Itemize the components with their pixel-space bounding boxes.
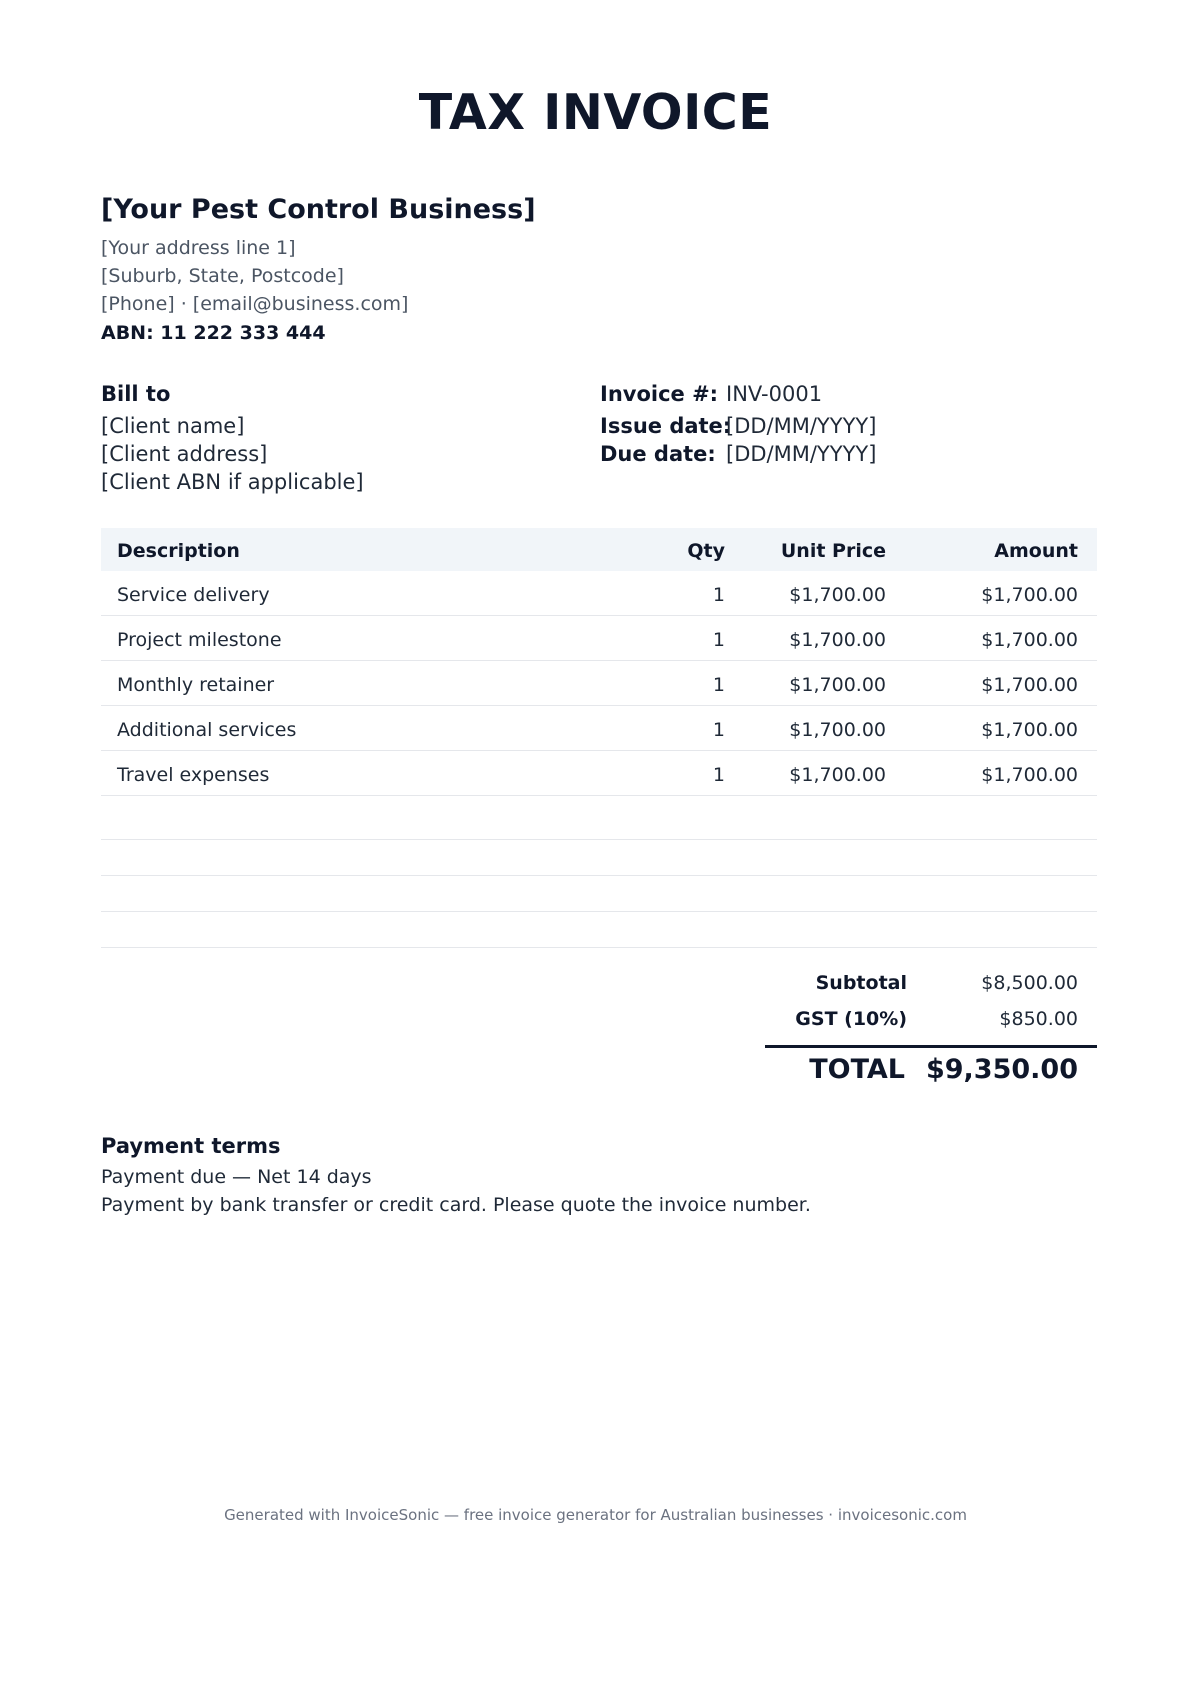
row-description: Monthly retainer <box>117 674 275 696</box>
business-abn: ABN: 11 222 333 444 <box>101 322 326 344</box>
client-abn: [Client ABN if applicable] <box>101 470 364 494</box>
payment-terms-line2: Payment by bank transfer or credit card. Please quote the invoice number. <box>101 1194 811 1216</box>
row-amount: $1,700.00 <box>981 719 1078 741</box>
total-value: $9,350.00 <box>925 1054 1078 1085</box>
business-address-line2: [Suburb, State, Postcode] <box>101 265 344 287</box>
footer-text: Generated with InvoiceSonic — free invoice generator for Australian businesses · invoicesonic.com <box>224 1506 967 1524</box>
row-qty: 1 <box>712 629 725 651</box>
row-qty: 1 <box>712 764 725 786</box>
client-address: [Client address] <box>101 442 268 466</box>
issue-date-label: Issue date: <box>600 414 732 438</box>
row-unit-price: $1,700.00 <box>789 629 886 651</box>
client-name: [Client name] <box>101 414 245 438</box>
document-title: TAX INVOICE <box>418 84 773 141</box>
table-header <box>101 528 1097 571</box>
table-row <box>101 571 1097 616</box>
issue-date-value: [DD/MM/YYYY] <box>726 414 877 438</box>
business-name: [Your Pest Control Business] <box>101 194 536 225</box>
table-row <box>101 661 1097 706</box>
row-description: Travel expenses <box>117 764 270 786</box>
business-address-line1: [Your address line 1] <box>101 237 296 259</box>
payment-terms-line1: Payment due — Net 14 days <box>101 1166 372 1188</box>
due-date-value: [DD/MM/YYYY] <box>726 442 877 466</box>
invoice-number-value: INV-0001 <box>726 382 823 406</box>
empty-row <box>101 912 1097 948</box>
row-amount: $1,700.00 <box>981 764 1078 786</box>
row-unit-price: $1,700.00 <box>789 764 886 786</box>
table-row <box>101 706 1097 751</box>
row-qty: 1 <box>712 719 725 741</box>
empty-row <box>101 840 1097 876</box>
row-qty: 1 <box>712 584 725 606</box>
table-row <box>101 616 1097 661</box>
subtotal-value: $8,500.00 <box>981 972 1078 994</box>
payment-terms-heading: Payment terms <box>101 1134 281 1158</box>
header-description: Description <box>117 540 240 562</box>
due-date-label: Due date: <box>600 442 716 466</box>
row-amount: $1,700.00 <box>981 584 1078 606</box>
table-row <box>101 751 1097 796</box>
row-description: Additional services <box>117 719 297 741</box>
empty-row <box>101 876 1097 912</box>
total-label: TOTAL <box>809 1054 905 1085</box>
bill-to-heading: Bill to <box>101 382 171 406</box>
row-description: Service delivery <box>117 584 270 606</box>
row-unit-price: $1,700.00 <box>789 674 886 696</box>
header-unit-price: Unit Price <box>780 540 886 562</box>
line-items-table <box>101 528 1097 948</box>
header-amount: Amount <box>994 540 1078 562</box>
row-amount: $1,700.00 <box>981 629 1078 651</box>
subtotal-label: Subtotal <box>815 972 907 994</box>
row-qty: 1 <box>712 674 725 696</box>
total-divider <box>765 1045 1097 1048</box>
business-contact: [Phone] · [email@business.com] <box>101 293 409 315</box>
row-unit-price: $1,700.00 <box>789 719 886 741</box>
gst-label: GST (10%) <box>795 1008 907 1030</box>
empty-row <box>101 796 1097 840</box>
row-amount: $1,700.00 <box>981 674 1078 696</box>
row-unit-price: $1,700.00 <box>789 584 886 606</box>
row-description: Project milestone <box>117 629 282 651</box>
header-qty: Qty <box>687 540 725 562</box>
invoice-number-label: Invoice #: <box>600 382 719 406</box>
gst-value: $850.00 <box>999 1008 1078 1030</box>
